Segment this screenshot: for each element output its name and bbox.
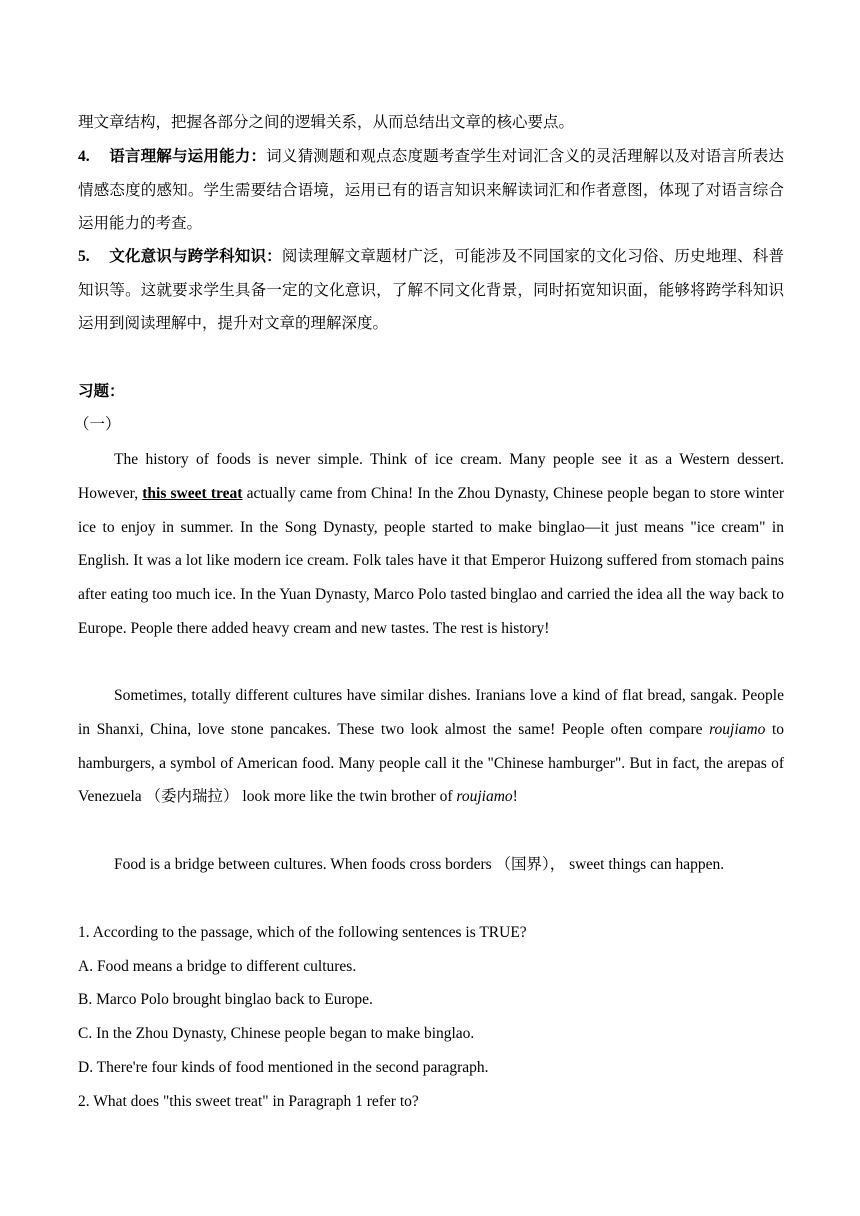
intro-line: 理文章结构，把握各部分之间的逻辑关系，从而总结出文章的核心要点。 — [78, 114, 575, 131]
underlined-phrase: this sweet treat — [142, 484, 243, 502]
question-1-option-c: C. In the Zhou Dynasty, Chinese people began to make binglao. — [78, 1025, 475, 1042]
passage-paragraph-2 — [78, 679, 784, 814]
passage-paragraph-3: Food is a bridge between cultures. When foods cross borders （国界）， sweet things can happen. — [114, 856, 725, 873]
item-4-number: 4. — [78, 148, 90, 165]
passage-paragraph-1 — [78, 443, 784, 646]
item-4-text: 词义猜测题和观点态度题考查学生对词汇含义的灵活理解以及对语言所表达情感态度的感知。学生需要结合语境，运用已有的语言知识来解读词汇和作者意图，体现了对语言综合运用能力的考查。 — [78, 148, 784, 233]
italic-term: roujiamo — [709, 720, 766, 738]
question-1-option-d: D. There're four kinds of food mentioned in the second paragraph. — [78, 1059, 489, 1076]
paragraph-2-text-a: Sometimes, totally different cultures have similar dishes. Iranians love a kind of flat bread, sangak. People in Shanxi, China, love stone pancakes. These two look almost the same! People often compare — [78, 687, 784, 738]
intro-item-4 — [78, 140, 784, 241]
item-5-number: 5. — [78, 248, 90, 265]
italic-term: roujiamo — [456, 788, 513, 806]
paragraph-2-text-b: to hamburgers, a symbol of American food. Many people call it the "Chinese hamburger". But in fact, the arepas of Venezuela （委内瑞拉） look more like the twin brother of — [78, 720, 784, 806]
exercise-section-number: （一） — [74, 416, 121, 433]
question-1-option-b: B. Marco Polo brought binglao back to Europe. — [78, 991, 373, 1008]
question-2: 2. What does "this sweet treat" in Paragraph 1 refer to? — [78, 1093, 419, 1110]
paragraph-2-text-c: ! — [512, 788, 518, 806]
item-4-title: 语言理解与运用能力： — [109, 148, 267, 165]
item-5-text: 阅读理解文章题材广泛，可能涉及不同国家的文化习俗、历史地理、科普知识等。这就要求学生具备一定的文化意识，了解不同文化背景，同时拓宽知识面，能够将跨学科知识运用到阅读理解中，提升对文章的理解深度。 — [78, 248, 784, 333]
item-5-title: 文化意识与跨学科知识： — [109, 248, 282, 265]
paragraph-1-text-b: actually came from China! In the Zhou Dynasty, Chinese people began to store winter ice to enjoy in summer. In the Song Dynasty, people started to make binglao—it just means "ice cream" in English. It was a lot like modern ice cream. Folk tales have it that Emperor Huizong suffered from stomach pains after eating too much ice. In the Yuan Dynasty, Marco Polo tasted binglao and carried the idea all the way back to Europe. People there added heavy cream and new tastes. The rest is history! — [78, 484, 784, 637]
exercise-heading: 习题： — [78, 383, 125, 400]
question-1: 1. According to the passage, which of the following sentences is TRUE? — [78, 924, 527, 941]
intro-item-5 — [78, 240, 784, 341]
paragraph-1-text-a: The history of foods is never simple. Think of ice cream. Many people see it as a Western dessert. However, — [78, 451, 784, 502]
question-1-option-a: A. Food means a bridge to different cultures. — [78, 958, 357, 975]
